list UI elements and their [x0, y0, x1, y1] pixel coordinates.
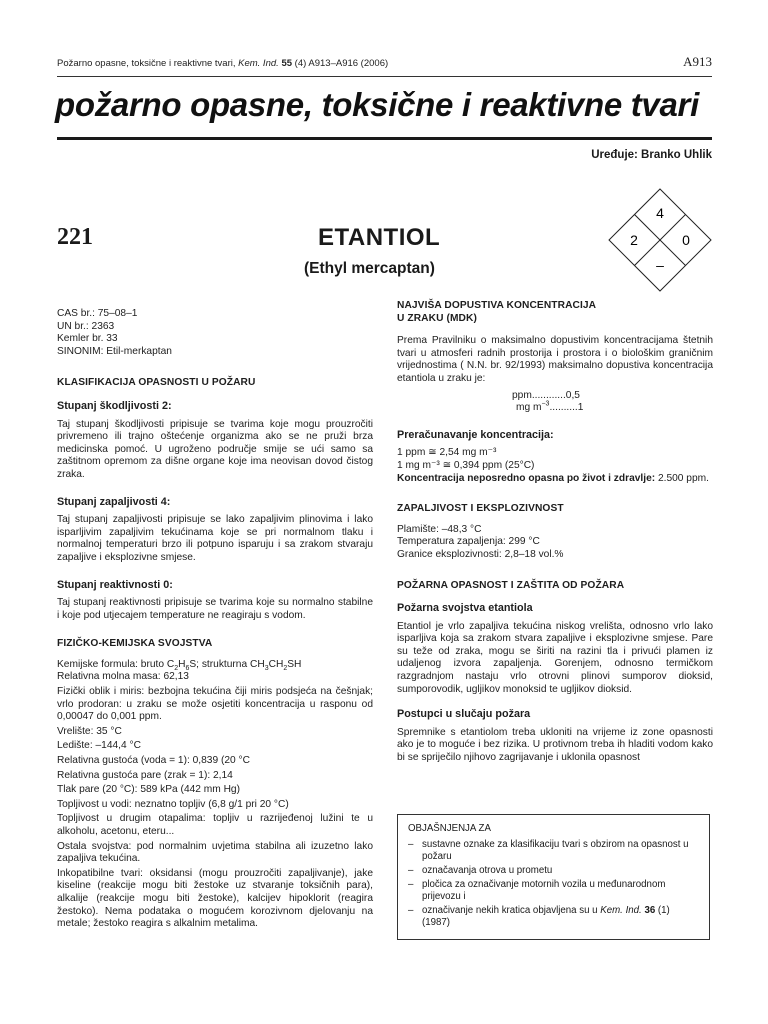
running-header-journal: Kem. Ind. — [238, 58, 279, 69]
explanations-list — [408, 839, 699, 929]
diamond-reactivity: 0 — [682, 232, 690, 248]
identifier-cas: CAS br.: 75–08–1 — [57, 308, 138, 319]
reactivity-text: Taj stupanj reaktivnosti pripisuje se tvarima koje su normalno stabilne i koje pod utjecajem temperature ne reagiraju s vodom. — [57, 597, 373, 621]
relative-density: Relativna gustoća (voda = 1): 0,839 (20 °C — [57, 755, 250, 767]
mdk-text: Prema Pravilniku o maksimalno dopustivim koncentracijama štetnih tvari u atmosferi radnih prostorija i prostora i o biološkim graničnim vrijednostima ( N.N. br. 92/1993) maksimalno dopustiva koncentracija etantiola u zraku je: — [397, 335, 713, 384]
fire-procedure-text: Spremnike s etantiolom treba ukloniti na vrijeme iz zone opasnosti ako je to moguće i bez rizika. U protivnom treba ih hladiti vodom kako bi se spriječilo njihovo zagrijavanje i uklonila opasnost — [397, 726, 713, 764]
chemical-formula: Kemijske formula: bruto $C_2H_6S$; strukturna $CH_3CH_2SH$ — [57, 658, 302, 672]
diamond-special: – — [656, 257, 664, 273]
diamond-flammability: 4 — [656, 205, 664, 221]
running-header-prefix: Požarno opasne, toksične i reaktivne tvari, — [57, 58, 236, 69]
mdk-values — [512, 390, 713, 415]
mdk-ppm: ppm............0,5 — [512, 389, 580, 401]
other-properties: Ostala svojstva: pod normalnim uvjetima stabilna ali izuzetno lako zapaljiva tekućina. — [57, 840, 373, 865]
identifier-un: UN br.: 2363 — [57, 320, 115, 332]
identifier-synonym: SINONIM: Etil-merkaptan — [57, 345, 172, 357]
boiling-point: Vrelište: 35 °C — [57, 725, 122, 737]
fire-properties-text: Etantiol je vrlo zapaljiva tekućina niskog vrelišta, odnosno vrlo lako isparljiva koja sa zrakom stvara zapaljive i eksplozivne smjese. Pare su teže od zraka, mogu se širiti na razini tla i privući plamen iz udaljenog izvora zapaljenja. Gorenjem, odnosno termičkom razgradnjom nastaju vrlo otrovni plinovi sumporov dioksid, sumporovodik, ugljikov monoksid te ugljikov dioksid. — [397, 620, 713, 695]
melting-point: Ledište: –144,4 °C — [57, 740, 141, 752]
fire-procedure-heading: Postupci u slučaju požara — [397, 708, 531, 721]
solvent-solubility: Topljivost u drugim otapalima: topljiv u razrijeđenoj lužini te u alkoholu, acetonu, eteru... — [57, 813, 373, 837]
compound-synonym: (Ethyl mercaptan) — [304, 260, 435, 277]
compound-name: ETANTIOL — [318, 224, 441, 251]
conversion-line-1: 1 ppm ≅ 2,54 mg m⁻³ — [397, 447, 497, 459]
entry-number: 221 — [57, 224, 93, 250]
vapour-density: Relativna gustoća pare (zrak = 1): 2,14 — [57, 769, 233, 781]
explanations-item: – sustavne oznake za klasifikaciju tvari s obzirom na opasnost u požaru — [408, 839, 699, 863]
physchem-heading: FIZIČKO-KEMIJSKA SVOJSTVA — [57, 638, 213, 650]
explanations-title: OBJAŠNJENJA ZA — [408, 823, 491, 834]
running-header-issue: (4) A913–A916 (2006) — [294, 58, 389, 69]
explanations-item: – pločica za označivanje motornih vozila u međunarodnom prijevozu i — [408, 879, 699, 903]
health-heading: Stupanj škodljivosti 2: — [57, 399, 172, 412]
idlh-label: Koncentracija neposredno opasna po život i zdravlje: — [397, 472, 656, 484]
section-title: požarno opasne, toksične i reaktivne tvari — [55, 86, 699, 123]
physical-form: Fizički oblik i miris: bezbojna tekućina čiji miris podsjeća na češnjak; vrlo prodoran: u zraku se može osjetiti koncentracija u rasponu od 0,00047 do 0,001 ppm. — [57, 686, 373, 723]
classification-heading: KLASIFIKACIJA OPASNOSTI U POŽARU — [57, 377, 256, 389]
idlh-value: 2.500 ppm. — [657, 472, 709, 484]
fire-properties-heading: Požarna svojstva etantiola — [397, 602, 533, 615]
reactivity-heading: Stupanj reaktivnosti 0: — [57, 578, 173, 591]
title-rule — [57, 137, 712, 140]
identifier-kemler: Kemler br. 33 — [57, 333, 118, 345]
explosion-limits: Granice eksplozivnosti: 2,8–18 vol.% — [397, 548, 564, 560]
identifier-list — [57, 308, 373, 358]
editor-credit: Uređuje: Branko Uhlik — [591, 149, 712, 161]
explanations-item-last: – označivanje nekih kratica objavljena su u Kem. Ind. 36 (1) (1987) — [408, 905, 699, 929]
molar-mass: Relativna molna masa: 62,13 — [57, 671, 189, 683]
diamond-health: 2 — [630, 232, 638, 248]
explanations-item: – označavanja otrova u prometu — [408, 865, 699, 877]
left-column — [57, 308, 373, 933]
flammability-heading: Stupanj zapaljivosti 4: — [57, 495, 171, 508]
idlh — [397, 473, 713, 486]
vapour-pressure: Tlak pare (20 °C): 589 kPa (442 mm Hg) — [57, 784, 240, 796]
running-header-volume: 55 — [281, 58, 293, 69]
incompatible-substances: Inkopatibilne tvari: oksidansi (mogu prouzročiti zapaljivanje), jake kiseline (reakcije mogu biti žestoke uz stvaranje toksičnih para), alkalije (reakcije mogu biti žestoke), kalcijev hipoklorit (reagira žestoko). Nema podataka o mogućem korozivnom djelovanju na metale; žestoko reagira s alkalnim metalima. — [57, 867, 373, 930]
explosivity-heading: ZAPALJIVOST I EKSPLOZIVNOST — [397, 503, 564, 515]
header-rule — [57, 76, 712, 77]
ignition-temperature: Temperatura zapaljenja: 299 °C — [397, 536, 540, 548]
water-solubility: Topljivost u vodi: neznatno topljiv (6,8 g/1 pri 20 °C) — [57, 798, 289, 810]
fire-hazard-heading: POŽARNA OPASNOST I ZAŠTITA OD POŽARA — [397, 579, 625, 591]
page-number: A913 — [683, 54, 712, 69]
conversion-heading: Preračunavanje koncentracija: — [397, 428, 554, 441]
right-column — [397, 300, 713, 767]
hazard-diamond — [608, 188, 712, 292]
explanations-box — [397, 814, 710, 940]
conversion-line-2: 1 mg m⁻³ ≅ 0,394 ppm (25°C) — [397, 459, 535, 471]
mdk-heading: NAJVIŠA DOPUSTIVA KONCENTRACIJA U ZRAKU (MDK) — [397, 300, 597, 324]
running-header — [57, 54, 712, 69]
flash-point: Plamište: –48,3 °C — [397, 523, 482, 535]
mdk-mgm3: mg $m^{-3}..........1$ — [516, 400, 584, 414]
flammability-text: Taj stupanj zapaljivosti pripisuje se lako zapaljivim plinovima i lako isparljivim zapaljivim tekućinama koje se pri normalnom tlaku i normalnoj temperaturi brzo ili potpuno isparuju i sa zrakom stvaraju zapaljive i eksplozivne smjese. — [57, 514, 373, 563]
health-text: Taj stupanj škodljivosti pripisuje se tvarima koje mogu prouzročiti privremeno ili trajno oštećenje organizma ako se ne pruži brza medicinska pomoć. U ugroženo područje smije se ući samo sa zaštitnom opremom za dišne organe koje ima neovisan dovod čistog zraka. — [57, 418, 373, 480]
